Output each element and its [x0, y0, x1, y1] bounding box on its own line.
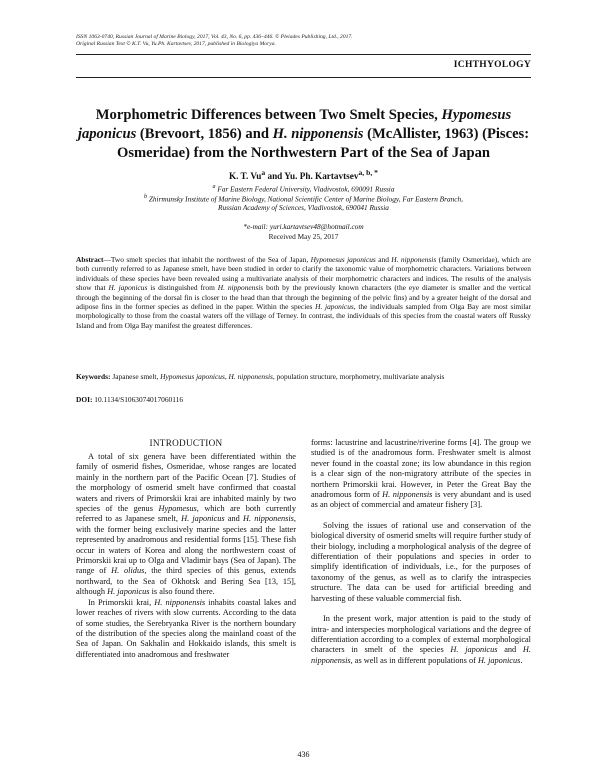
intro-paragraph-2: In Primorskii krai, H. nipponensis inhabits coastal lakes and lower reaches of rivers with slow currents. According to the data of some studies, the Serebryanka River is the northern boundary of the distribution of the species along the mainland coast of the Sea of Japan. On Sakhalin and Hokkaido islands, this smelt is differentiated into anadromous and freshwater: [76, 597, 296, 659]
author-2: Yu. Ph. Kartavtsev: [284, 171, 359, 182]
keywords-label: Keywords:: [76, 372, 111, 381]
doi-label: DOI:: [76, 395, 93, 404]
affiliation-a: $^a$ Far Eastern Federal University, Vladivostok, 690091 Russia: [212, 184, 395, 194]
intro-paragraph-4: In the present work, major attention is paid to the study of intra- and interspecies morphological variations and the degree of differentiation according to a complex of external morphological characters in smelt of the species H. japonicus and H. nipponensis, as well as in different populations of H. japonicus.: [311, 614, 531, 665]
intro-paragraph-3: Solving the issues of rational use and conservation of the biological diversity of osmerid smelts will require further study of their biology, including a morphological analysis of the degree of differentiation of their populations and species in order to simplify identification of individuals, i.e., for the purposes of taxonomy of the genus, as well as to clarify the intraspecies structure. The data can be used for artificial breeding and harvesting of these valuable commercial fish.: [311, 520, 531, 603]
abstract: Abstract—Two smelt species that inhabit the northwest of the Sea of Japan, Hypomesus japonicus and H. nipponensis (family Osmeridae), which are both currently referred to as Japanese smelt, have been studied in order to clarify the taxonomic value of morphometric characters. Variations between individuals of these species have been revealed using a multivariate analysis of their morphometric characters and indices. The results of the analysis show that H. japonicus is distinguished from H. nipponensis both by the previously known characters (the eye diameter is smaller and the vertical through the beginning of the dorsal fin is closer to the head than that through the beginning of the pelvic fins) and by a greater height of the dorsal and adipose fins in the former species as defined in the paper. Within the species H. japonicus, the individuals sampled from Olga Bay are most similar morphologically to those from the coastal waters off the village of Terney. In contrast, the individuals of this species from the coastal waters off Russky Island and from Olga Bay manifest the greatest differences.: [76, 255, 532, 330]
author-list: K. T. Vu$^a$ and Yu. Ph. Kartavtsev$^{a, b, *}$: [228, 168, 379, 182]
corresponding-email[interactable]: *e-mail: yuri.kartavtsev48@hotmail.com: [243, 222, 364, 231]
section-rule-bottom: [76, 77, 531, 78]
page-number: 436: [297, 750, 310, 759]
section-label: ICHTHYOLOGY: [453, 60, 531, 70]
author-1: K. T. Vu: [228, 171, 262, 182]
article-title: Morphometric Differences between Two Smelt Species, Hypomesus japonicus (Brevoort, 1856) and H. nipponensis (McAllister, 1963) (Pisces: Osmeridae) from the Northwestern Part of the Sea of Japan: [77, 107, 530, 161]
title-species-2: H. nipponensis: [272, 126, 364, 142]
original-text-note: Original Russian Text © K.T. Vu, Yu.Ph. Kartavtsev, 2017, published in Biologiya Morya.: [76, 41, 276, 48]
body-column-right: [311, 438, 531, 666]
doi: [76, 395, 531, 404]
received-date: Received May 25, 2017: [268, 232, 339, 241]
journal-citation: ISSN 1063-0740, Russian Journal of Marine Biology, 2017, Vol. 43, No. 6, pp. 436–446. © Pleiades Publishing, Ltd., 2017.: [76, 34, 353, 40]
section-rule-top: [76, 54, 531, 55]
doi-value[interactable]: 10.1134/S1063074017060116: [92, 395, 184, 404]
abstract-label: Abstract: [76, 255, 104, 264]
body-column-left: [76, 452, 296, 660]
journal-header: [76, 34, 536, 48]
title-species-1: Hypomesus japonicus: [77, 107, 512, 142]
section-heading-introduction: INTRODUCTION: [149, 438, 223, 448]
intro-paragraph-1: A total of six genera have been differentiated within the family of osmerid fishes, Osmeridae, whose ranges are located mainly in the northern part of the Pacific Ocean [7]. Studies of the morphology of osmerid smelt have confirmed that coastal waters and rivers of Primorskii krai are inhabited mainly by two species of the genus Hypomesus, which are both currently referred to as Japanese smelt, H. japonicus and H. nipponensis, with the former being exclusively marine species and the latter represented by anadromous and residential forms [15]. These fish occur in waters of Korea and along the northwestern coast of Primorskii krai up to Olga and Vladimir bays (Sea of Japan). The range of H. olidus, the third species of this genus, extends northward, to the Sea of Okhotsk and Bering Sea [13, 15], although H. japonicus is also found there.: [76, 452, 296, 597]
intro-paragraph-continued: forms: lacustrine and lacustrine/riverine forms [4]. The group we studied is of the anadromous form. Freshwater smelt is almost never found in the coastal zone; its low abundance in this region is a clear sign of the non-migratory attribute of the species in northern Primorskii krai. However, in Peter the Great Bay the anadromous form of H. nipponensis is very abundant and is used as an object of commercial and amateur fishery [3].: [311, 438, 531, 510]
affiliation-b: $^b$ Zhirmunsky Institute of Marine Biology, National Scientific Center of Marine Biology, Far Eastern Branch, Russian Academy of Sciences, Vladivostok, 690041 Russia: [143, 194, 463, 213]
keywords: Keywords: Japanese smelt, Hypomesus japonicus, H. nipponensis, population structure, morphometry, multivariate analysis: [76, 372, 445, 381]
